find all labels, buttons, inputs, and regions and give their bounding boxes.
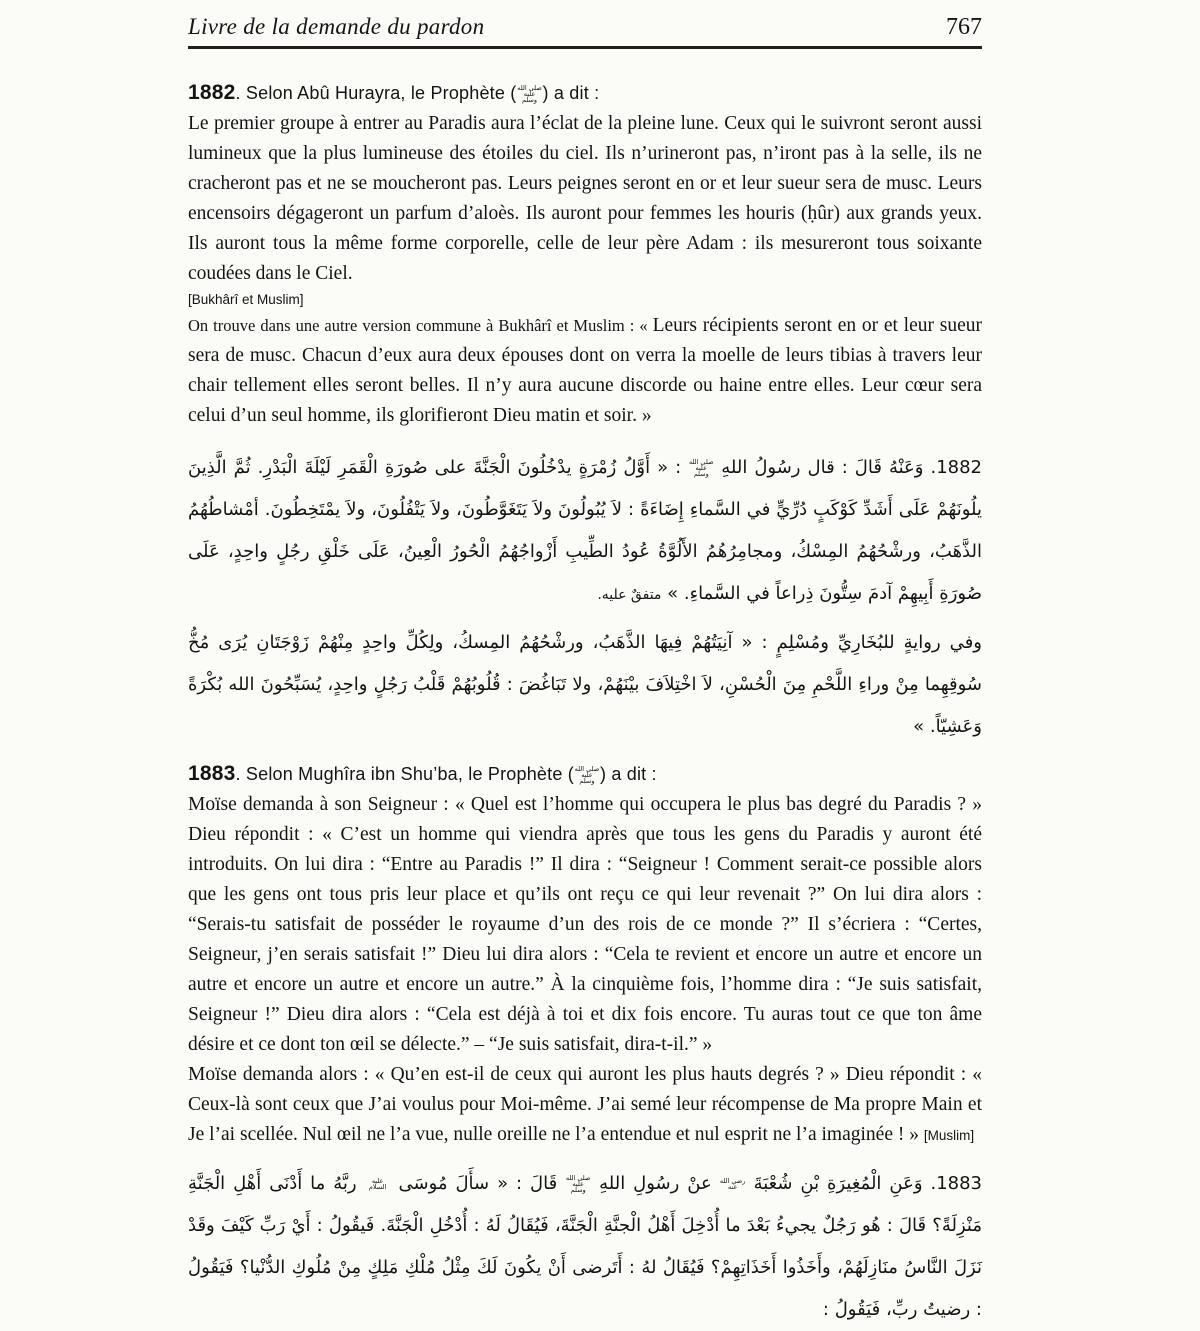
hadith-1883-heading xyxy=(188,762,982,786)
hadith-1882-heading-text: . Selon Abû Hurayra, le Prophète ( xyxy=(235,83,517,103)
hadith-1882-heading xyxy=(188,81,982,105)
hadith-1883-section xyxy=(188,762,982,1331)
french-body: Moïse demanda alors : « Qu’en est-il de ceux qui auront les plus hauts degrés ? » Dieu répondit : « Ceux-là sont ceux que J’ai voulus pour Moi-même. J’ai semé leur récompense de Ma propre Main et Je l’ai scellée. Nul œil ne l’a vue, nulle oreille ne l’a entendue et nul esprit ne l’a imaginée ! » xyxy=(188,1064,982,1145)
hadith-1882-variant-text xyxy=(188,311,982,431)
hadith-1882-number: 1882 xyxy=(188,81,236,104)
hadith-1882-attribution: [Bukhârî et Muslim] xyxy=(188,292,304,307)
arabic-segment: 1883. وَعَنِ الْمُغِيرَةِ بْنِ شُعْبَةَ xyxy=(745,1173,982,1194)
hadith-1882-section xyxy=(188,81,982,748)
hadith-1883-french-text: Moïse demanda à son Seigneur : « Quel est l’homme qui occupera le plus bas degré du Paradis ? » Dieu répondit : « C’est un homme qui viendra après que tous les gens du Paradis y auront été introduits. On lui dira : “Entre au Paradis !” Il dira : “Seigneur ! Comment serait-ce possible alors que les gens ont tous pris leur place et qu’ils ont reçu ce qui leur revenait ?” On lui dira alors : “Serais-tu satisfait de posséder le royaume d’un des rois de ce monde ?” Il s’écriera : “Certes, Seigneur, j’en serais satisfait !” Dieu lui dira alors : “Cela te revient et encore un autre et encore un autre et encore un autre et encore un autre.” À la cinquième fois, l’homme dira : “Je suis satisfait, Seigneur !” Dieu dira alors : “Cela est déjà à toi et dix fois encore. Tu auras tout ce que ton âme désire et ce dont ton œil se délecte.” – “Je suis satisfait, dira-t-il.” » xyxy=(188,794,982,1055)
prophet-honorific-icon: صلى الله عليه وسلم xyxy=(688,458,714,478)
companion-honorific-icon: رضي الله عنه xyxy=(719,1177,746,1191)
arabic-grading-note: متفقٌ عليه. xyxy=(597,587,662,603)
page-content xyxy=(188,81,982,1331)
hadith-1883-heading-end: ) a dit : xyxy=(599,764,657,784)
prophet-honorific-icon: صلى الله عليه وسلم xyxy=(565,1174,591,1194)
hadith-1882-arabic-text xyxy=(188,447,982,616)
variant-intro: On trouve dans une autre version commune à Bukhârî et Muslim : « xyxy=(188,316,653,335)
page-header xyxy=(188,14,982,49)
moses-honorific-icon: عليه السلام xyxy=(368,1177,387,1191)
hadith-1883-heading-text: . Selon Mughîra ibn Shu’ba, le Prophète ( xyxy=(235,764,574,784)
hadith-1883-attribution: [Muslim] xyxy=(923,1128,975,1143)
arabic-segment: 1882. وَعَنْهُ قَالَ : قال رسُولُ اللهِ xyxy=(714,457,983,478)
hadith-1882-arabic-variant: وفي روايةٍ للبُخَارِيِّ ومُسْلِمٍ : « آنِيَتُهُمْ فِيهَا الذَّهَبُ، ورشْحُهُمُ المِسكُ، ولِكُلِّ واحِدٍ مِنْهُمْ زَوْجَتَانِ يُرَى مُخُّ سُوقِهِما مِنْ وراءِ اللَّحْمِ مِنَ الْحُسْنِ، لاَ اخْتِلاَفَ بيْنَهُمْ، ولا تَبَاغُضَ : قُلُوبُهُمْ قَلْبُ رَجُلٍ واحِدٍ، يُسَبِّحُونَ الله بُكْرَةً وَعَشِيّاً. » xyxy=(188,632,982,737)
prophet-honorific-icon: صلى الله عليه وسلم xyxy=(574,765,600,786)
variant-body: Leurs récipients seront en or et leur sueur sera de musc. Chacun d’eux aura deux épouses dont on verra la moelle de leurs tibias à travers leur chair tellement elles seront belles. Il n’y aura aucune discorde ou haine entre elles. Leur cœur sera celui d’un seul homme, ils glorifieront Dieu matin et soir. » xyxy=(188,315,982,426)
prophet-honorific-icon: صلى الله عليه وسلم xyxy=(517,84,542,105)
hadith-1882-heading-end: ) a dit : xyxy=(542,83,600,103)
arabic-segment: : « أَوَّلُ زُمْرَةٍ يدْخُلُونَ الْجَنَّةَ على صُورَةِ الْقَمَرِ لَيْلَةَ الْبَدْرِ. ثُمَّ الَّذِينَ يلُونَهُمْ عَلَى أَشَدِّ كَوْكَبٍ دُرِّيٍّ في السَّماءِ إِضَاءَةً : لاَ يُبُولُونَ ولاَ يَتَغَوَّطُونَ، ولاَ يَتْفُلُونَ، ولاَ يمْتَخِطُونَ. أمْشاطُهُمُ الذَّهَبُ، ورشْحُهُمُ المِسْكُ، ومجامِرُهُمُ الأَلُوَّةُ عُودُ الطِّيبِ أَزْواجُهُمُ الْحُورُ الْعِينُ، عَلَى خَلْقِ رجُلٍ واحِدٍ، عَلَى صُورَةِ أَبِيهِمْ آدمَ سِتُّونَ ذِراعاً في السَّماءِ. » xyxy=(188,457,982,604)
arabic-segment: قَالَ : « سأَلَ مُوسَى xyxy=(390,1173,566,1194)
hadith-1883-arabic-text xyxy=(188,1163,982,1331)
arabic-segment: ربَّهُ ما أَدْنَى أَهْلِ الْجَنَّةِ مَنْزِلَةً؟ قَالَ : هُو رَجُلٌ يجيءُ بَعْدَ ما أُدْخِلَ أَهْلُ الْجنَّةِ الْجَنَّةَ، فَيُقَالُ لَهُ : أُدْخُلِ الْجَنَّةَ. فَيقُولُ : أَيْ رَبِّ كَيْفَ وقَدْ نَزَلَ النَّاسُ منَازِلَهُمْ، وأَخَذُوا أَخَذَاتِهِمْ؟ فَيُقَالُ لهُ : أَتَرضى أَنْ يكُونَ لَكَ مِثْلُ مُلْكِ مَلِكٍ مِنْ مُلُوكِ الدُّنْيا؟ فَيَقُولُ : رضيتُ ربِّ، فَيَقُولُ : xyxy=(188,1173,982,1320)
running-title: Livre de la demande du pardon xyxy=(188,14,485,39)
arabic-segment: عنْ رسُولِ اللهِ xyxy=(591,1173,720,1194)
hadith-1883-french-text-2 xyxy=(188,1060,982,1151)
hadith-1883-number: 1883 xyxy=(188,762,236,785)
hadith-1882-french-text: Le premier groupe à entrer au Paradis aura l’éclat de la pleine lune. Ceux qui le suivront seront aussi lumineux que la plus lumineuse des étoiles du ciel. Ils n’urineront pas, n’iront pas à la selle, ils ne cracheront pas et ne se moucheront pas. Leurs peignes seront en or et leur sueur sera de musc. Leurs encensoirs dégageront un parfum d’aloès. Ils auront pour femmes les houris (ḥûr) aux grands yeux. Ils auront tous la même forme corporelle, celle de leur père Adam : ils mesureront tous soixante coudées dans le Ciel. xyxy=(188,113,982,284)
page-number: 767 xyxy=(946,14,982,40)
